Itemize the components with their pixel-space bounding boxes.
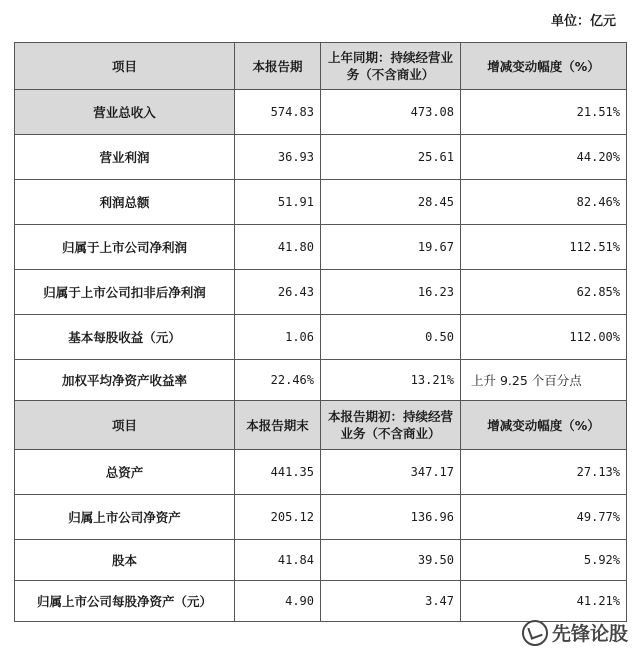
cell-prior: 3.47 — [321, 581, 461, 622]
cell-change: 112.51% — [461, 225, 627, 270]
header-period-end: 本报告期末 — [235, 401, 321, 450]
cell-change: 5.92% — [461, 540, 627, 581]
cell-prior: 28.45 — [321, 180, 461, 225]
unit-label: 单位：亿元 — [550, 14, 616, 29]
cell-current: 41.80 — [235, 225, 321, 270]
header-change: 增减变动幅度（%） — [461, 401, 627, 450]
cell-prior: 0.50 — [321, 315, 461, 360]
table-row — [15, 225, 627, 270]
table-row — [15, 360, 627, 401]
cell-current: 1.06 — [235, 315, 321, 360]
cell-change: 49.77% — [461, 495, 627, 540]
row-label: 总资产 — [15, 450, 235, 495]
row-label: 加权平均净资产收益率 — [15, 360, 235, 401]
cell-current: 36.93 — [235, 135, 321, 180]
row-label: 归属于上市公司净利润 — [15, 225, 235, 270]
header-item: 项目 — [15, 43, 235, 90]
cell-current: 441.35 — [235, 450, 321, 495]
cell-change: 41.21% — [461, 581, 627, 622]
cell-prior: 347.17 — [321, 450, 461, 495]
cell-change: 82.46% — [461, 180, 627, 225]
row-label: 营业利润 — [15, 135, 235, 180]
cell-current: 26.43 — [235, 270, 321, 315]
table-row — [15, 540, 627, 581]
header-period-start: 本报告期初：持续经营业务（不含商业） — [321, 401, 461, 450]
table-row — [15, 135, 627, 180]
table-row — [15, 180, 627, 225]
table-row — [15, 315, 627, 360]
cell-prior: 13.21% — [321, 360, 461, 401]
cell-prior: 39.50 — [321, 540, 461, 581]
cell-current: 574.83 — [235, 90, 321, 135]
cell-change: 21.51% — [461, 90, 627, 135]
cell-prior: 19.67 — [321, 225, 461, 270]
table-row — [15, 581, 627, 622]
row-label: 基本每股收益（元） — [15, 315, 235, 360]
table-row — [15, 495, 627, 540]
cell-prior: 16.23 — [321, 270, 461, 315]
table-row — [15, 450, 627, 495]
cell-current: 22.46% — [235, 360, 321, 401]
row-label: 利润总额 — [15, 180, 235, 225]
cell-change: 112.00% — [461, 315, 627, 360]
cell-current: 41.84 — [235, 540, 321, 581]
cell-prior: 136.96 — [321, 495, 461, 540]
table-row — [15, 270, 627, 315]
cell-change: 27.13% — [461, 450, 627, 495]
row-label: 归属上市公司净资产 — [15, 495, 235, 540]
cell-prior: 473.08 — [321, 90, 461, 135]
watermark — [522, 619, 628, 646]
row-label: 归属于上市公司扣非后净利润 — [15, 270, 235, 315]
header-current-period: 本报告期 — [235, 43, 321, 90]
table-row — [15, 90, 627, 135]
cell-prior: 25.61 — [321, 135, 461, 180]
cell-current: 4.90 — [235, 581, 321, 622]
row-label: 归属上市公司每股净资产（元） — [15, 581, 235, 622]
header-change: 增减变动幅度（%） — [461, 43, 627, 90]
cell-change: 62.85% — [461, 270, 627, 315]
header-prior-period: 上年同期：持续经营业务（不含商业） — [321, 43, 461, 90]
cell-current: 51.91 — [235, 180, 321, 225]
financial-summary-table — [14, 42, 627, 622]
watermark-text: 先锋论股 — [551, 623, 628, 645]
cell-current: 205.12 — [235, 495, 321, 540]
row-label: 营业总收入 — [15, 90, 235, 135]
row-label: 股本 — [15, 540, 235, 581]
table-header-row — [15, 43, 627, 90]
cell-change: 44.20% — [461, 135, 627, 180]
cell-change: 上升 9.25 个百分点 — [461, 360, 627, 401]
logo-icon — [522, 620, 548, 646]
table-header-row — [15, 401, 627, 450]
header-item: 项目 — [15, 401, 235, 450]
